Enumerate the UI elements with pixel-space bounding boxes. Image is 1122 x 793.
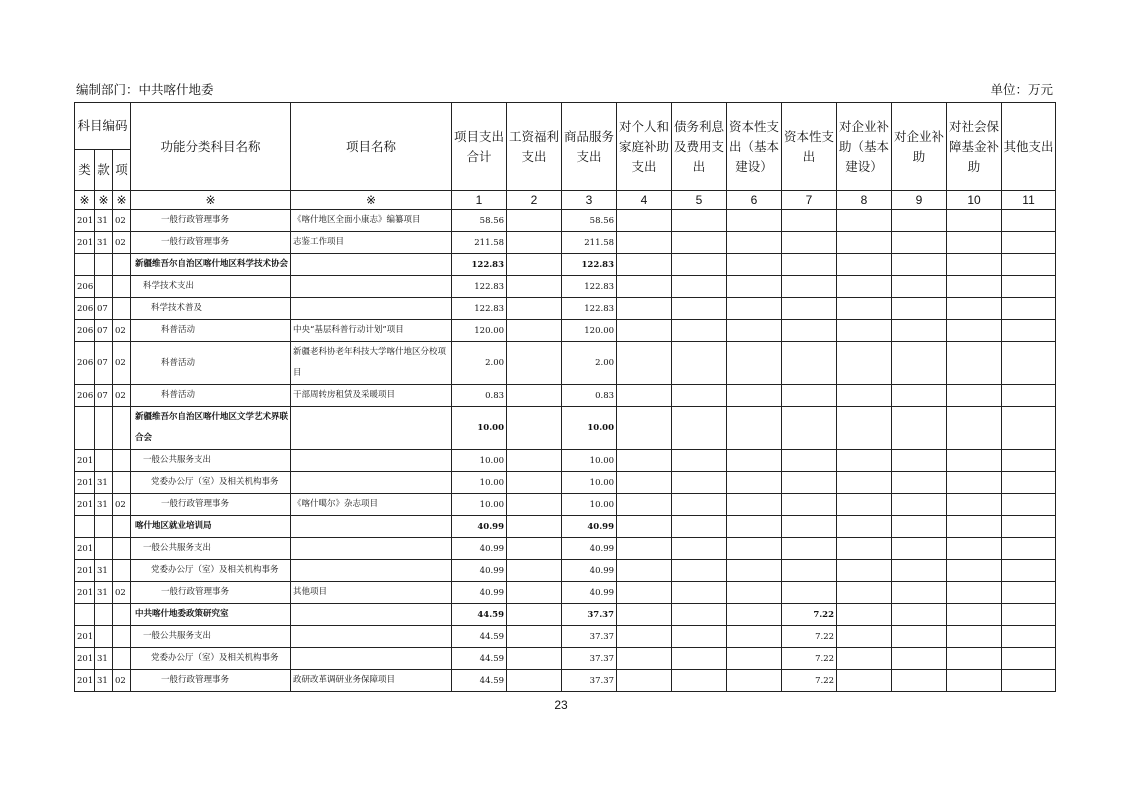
total-cell: 10.00 [452,407,507,450]
capital-cell: 7.22 [782,604,837,626]
capital-cell: 7.22 [782,648,837,670]
function-name-cell: 科普活动 [131,342,291,385]
capital-cell [782,560,837,582]
kuan-cell [95,516,113,538]
table-row [75,670,1056,692]
goods-services-cell: 40.99 [562,560,617,582]
wage-cell [507,232,562,254]
function-name-cell: 一般公共服务支出 [131,626,291,648]
kuan-cell: 07 [95,320,113,342]
kuan-cell: 31 [95,582,113,604]
table-row [75,560,1056,582]
wage-cell [507,407,562,450]
col-capital: 资本性支出 [782,103,837,191]
total-cell: 58.56 [452,210,507,232]
kuan-cell: 07 [95,298,113,320]
table-row [75,516,1056,538]
xiang-cell: 02 [113,342,131,385]
xiang-cell [113,472,131,494]
wage-cell [507,604,562,626]
wage-cell [507,450,562,472]
project-name-cell [291,648,452,670]
lei-cell: 201 [75,626,95,648]
kuan-cell [95,276,113,298]
goods-services-cell: 10.00 [562,407,617,450]
capital-cell [782,385,837,407]
kuan-cell: 07 [95,342,113,385]
kuan-cell [95,538,113,560]
function-name-cell: 一般行政管理事务 [131,232,291,254]
total-cell: 122.83 [452,298,507,320]
lei-cell: 206 [75,320,95,342]
project-name-cell: 《喀什地区全面小康志》编纂项目 [291,210,452,232]
lei-cell: 201 [75,538,95,560]
kuan-cell: 31 [95,232,113,254]
col-xiang: 项 [113,150,131,191]
index-cell: 3 [562,191,617,210]
capital-cell [782,407,837,450]
function-name-cell: 喀什地区就业培训局 [131,516,291,538]
wage-cell [507,254,562,276]
function-name-cell: 一般公共服务支出 [131,538,291,560]
wage-cell [507,342,562,385]
lei-cell: 206 [75,298,95,320]
index-cell: 9 [892,191,947,210]
col-code-group: 科目编码 [75,103,131,150]
table-row [75,626,1056,648]
xiang-cell [113,604,131,626]
function-name-cell: 科普活动 [131,320,291,342]
total-cell: 10.00 [452,494,507,516]
goods-services-cell: 37.37 [562,670,617,692]
lei-cell: 206 [75,385,95,407]
wage-cell [507,276,562,298]
lei-cell: 201 [75,210,95,232]
wage-cell [507,472,562,494]
capital-cell [782,472,837,494]
lei-cell: 201 [75,450,95,472]
xiang-cell: 02 [113,582,131,604]
wage-cell [507,670,562,692]
col-capital-construction: 资本性支出（基本建设） [727,103,782,191]
capital-cell [782,232,837,254]
wage-cell [507,538,562,560]
project-name-cell [291,254,452,276]
table-row [75,648,1056,670]
function-name-cell: 党委办公厅（室）及相关机构事务 [131,648,291,670]
total-cell: 122.83 [452,254,507,276]
capital-cell: 7.22 [782,670,837,692]
table-row [75,276,1056,298]
page-number: 23 [554,698,568,712]
goods-services-cell: 0.83 [562,385,617,407]
table-row [75,494,1056,516]
index-cell: ※ [95,191,113,210]
capital-cell [782,450,837,472]
goods-services-cell: 58.56 [562,210,617,232]
col-individual-subsidy: 对个人和家庭补助支出 [617,103,672,191]
xiang-cell: 02 [113,494,131,516]
table-row [75,385,1056,407]
col-other: 其他支出 [1002,103,1056,191]
project-name-cell [291,298,452,320]
index-cell: ※ [291,191,452,210]
table-row [75,407,1056,450]
total-cell: 0.83 [452,385,507,407]
lei-cell: 201 [75,494,95,516]
project-name-cell [291,560,452,582]
kuan-cell: 31 [95,670,113,692]
col-lei: 类 [75,150,95,191]
function-name-cell: 新疆维吾尔自治区喀什地区科学技术协会 [131,254,291,276]
function-name-cell: 科学技术支出 [131,276,291,298]
xiang-cell [113,626,131,648]
index-cell: ※ [113,191,131,210]
col-kuan: 款 [95,150,113,191]
xiang-cell: 02 [113,670,131,692]
goods-services-cell: 37.37 [562,626,617,648]
project-name-cell: 干部周转房租赁及采暖项目 [291,385,452,407]
total-cell: 10.00 [452,472,507,494]
table-row [75,604,1056,626]
project-name-cell [291,450,452,472]
function-name-cell: 一般行政管理事务 [131,494,291,516]
col-goods-services: 商品服务支出 [562,103,617,191]
lei-cell: 201 [75,232,95,254]
xiang-cell: 02 [113,320,131,342]
wage-cell [507,560,562,582]
header-row [75,103,1056,150]
project-name-cell: 新疆老科协老年科技大学喀什地区分校项目 [291,342,452,385]
capital-cell [782,582,837,604]
unit-label: 单位：万元 [990,82,1053,97]
table-row [75,232,1056,254]
total-cell: 44.59 [452,670,507,692]
index-cell: ※ [131,191,291,210]
kuan-cell [95,407,113,450]
project-name-cell: 其他项目 [291,582,452,604]
project-name-cell: 《喀什噶尔》杂志项目 [291,494,452,516]
goods-services-cell: 211.58 [562,232,617,254]
kuan-cell: 07 [95,385,113,407]
project-expenditure-table [74,102,1056,692]
index-cell: 5 [672,191,727,210]
table-row [75,210,1056,232]
wage-cell [507,385,562,407]
col-project-total: 项目支出合计 [452,103,507,191]
wage-cell [507,516,562,538]
index-cell: 1 [452,191,507,210]
xiang-cell: 02 [113,385,131,407]
function-name-cell: 中共喀什地委政策研究室 [131,604,291,626]
project-name-cell: 中央“基层科普行动计划”项目 [291,320,452,342]
table-row [75,298,1056,320]
function-name-cell: 党委办公厅（室）及相关机构事务 [131,472,291,494]
goods-services-cell: 37.37 [562,604,617,626]
total-cell: 44.59 [452,626,507,648]
wage-cell [507,494,562,516]
project-name-cell [291,626,452,648]
goods-services-cell: 37.37 [562,648,617,670]
capital-cell [782,210,837,232]
total-cell: 122.83 [452,276,507,298]
wage-cell [507,626,562,648]
index-row [75,191,1056,210]
project-name-cell: 志鉴工作项目 [291,232,452,254]
table-row [75,320,1056,342]
compiling-department: 编制部门：中共喀什地委 [76,82,214,97]
xiang-cell: 02 [113,210,131,232]
function-name-cell: 一般行政管理事务 [131,210,291,232]
function-name-cell: 一般行政管理事务 [131,670,291,692]
goods-services-cell: 40.99 [562,538,617,560]
capital-cell [782,254,837,276]
kuan-cell: 31 [95,560,113,582]
goods-services-cell: 10.00 [562,494,617,516]
lei-cell [75,254,95,276]
total-cell: 40.99 [452,560,507,582]
xiang-cell [113,538,131,560]
lei-cell: 206 [75,276,95,298]
lei-cell [75,516,95,538]
total-cell: 40.99 [452,516,507,538]
capital-cell: 7.22 [782,626,837,648]
wage-cell [507,320,562,342]
function-name-cell: 科普活动 [131,385,291,407]
kuan-cell [95,626,113,648]
col-project-name: 项目名称 [291,103,452,191]
goods-services-cell: 122.83 [562,254,617,276]
capital-cell [782,538,837,560]
capital-cell [782,342,837,385]
index-cell: 7 [782,191,837,210]
lei-cell [75,604,95,626]
goods-services-cell: 10.00 [562,450,617,472]
xiang-cell [113,560,131,582]
index-cell: 4 [617,191,672,210]
goods-services-cell: 122.83 [562,276,617,298]
project-name-cell [291,516,452,538]
wage-cell [507,298,562,320]
index-cell: 10 [947,191,1002,210]
kuan-cell: 31 [95,648,113,670]
table-row [75,254,1056,276]
xiang-cell [113,516,131,538]
project-name-cell [291,472,452,494]
function-name-cell: 新疆维吾尔自治区喀什地区文学艺术界联合会 [131,407,291,450]
goods-services-cell: 40.99 [562,582,617,604]
capital-cell [782,516,837,538]
xiang-cell [113,276,131,298]
total-cell: 40.99 [452,582,507,604]
wage-cell [507,582,562,604]
index-cell: ※ [75,191,95,210]
wage-cell [507,210,562,232]
lei-cell: 201 [75,582,95,604]
capital-cell [782,298,837,320]
total-cell: 44.59 [452,648,507,670]
kuan-cell: 31 [95,210,113,232]
xiang-cell [113,298,131,320]
table-body [75,210,1056,692]
xiang-cell [113,407,131,450]
lei-cell: 201 [75,670,95,692]
lei-cell: 201 [75,648,95,670]
total-cell: 120.00 [452,320,507,342]
total-cell: 2.00 [452,342,507,385]
goods-services-cell: 122.83 [562,298,617,320]
goods-services-cell: 40.99 [562,516,617,538]
col-enterprise-subsidy: 对企业补助 [892,103,947,191]
table-row [75,538,1056,560]
col-social-security-subsidy: 对社会保障基金补助 [947,103,1002,191]
function-name-cell: 一般公共服务支出 [131,450,291,472]
capital-cell [782,320,837,342]
xiang-cell [113,648,131,670]
col-enterprise-subsidy-construction: 对企业补助（基本建设） [837,103,892,191]
kuan-cell: 31 [95,494,113,516]
project-name-cell [291,604,452,626]
project-name-cell [291,407,452,450]
table-row [75,342,1056,385]
xiang-cell [113,450,131,472]
lei-cell: 201 [75,560,95,582]
kuan-cell [95,450,113,472]
total-cell: 10.00 [452,450,507,472]
project-name-cell [291,538,452,560]
table-row [75,472,1056,494]
index-cell: 2 [507,191,562,210]
col-debt-interest: 债务利息及费用支出 [672,103,727,191]
function-name-cell: 科学技术普及 [131,298,291,320]
function-name-cell: 党委办公厅（室）及相关机构事务 [131,560,291,582]
function-name-cell: 一般行政管理事务 [131,582,291,604]
lei-cell: 206 [75,342,95,385]
goods-services-cell: 2.00 [562,342,617,385]
total-cell: 40.99 [452,538,507,560]
index-cell: 6 [727,191,782,210]
goods-services-cell: 120.00 [562,320,617,342]
table-row [75,582,1056,604]
col-wage-welfare: 工资福利支出 [507,103,562,191]
project-name-cell [291,276,452,298]
capital-cell [782,276,837,298]
lei-cell [75,407,95,450]
total-cell: 44.59 [452,604,507,626]
kuan-cell [95,254,113,276]
table-row [75,450,1056,472]
kuan-cell: 31 [95,472,113,494]
total-cell: 211.58 [452,232,507,254]
xiang-cell [113,254,131,276]
kuan-cell [95,604,113,626]
lei-cell: 201 [75,472,95,494]
index-cell: 11 [1002,191,1056,210]
wage-cell [507,648,562,670]
project-name-cell: 政研改革调研业务保障项目 [291,670,452,692]
goods-services-cell: 10.00 [562,472,617,494]
xiang-cell: 02 [113,232,131,254]
index-cell: 8 [837,191,892,210]
capital-cell [782,494,837,516]
col-function-name: 功能分类科目名称 [131,103,291,191]
